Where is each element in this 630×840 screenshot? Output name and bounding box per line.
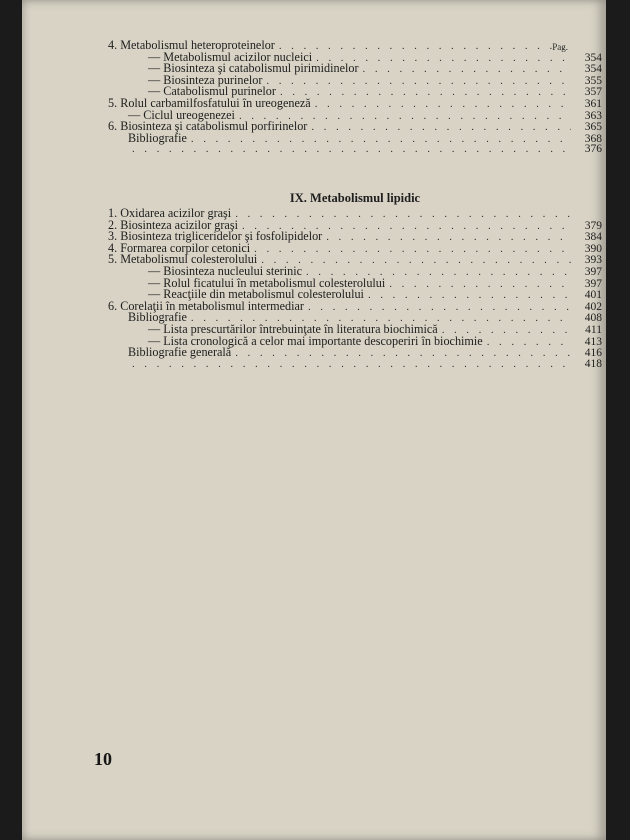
toc-entry-page: 408 bbox=[584, 312, 602, 325]
toc-entry-page: 401 bbox=[584, 289, 602, 302]
leader-dots bbox=[368, 290, 571, 302]
toc-entry-title: 4. Metabolismul heteroproteinelor bbox=[108, 38, 275, 52]
toc-entry-title: 6. Corelaţii în metabolismul intermediar bbox=[108, 298, 304, 313]
toc-entry-title: — Ciclul ureogenezei bbox=[128, 107, 235, 122]
toc-entry-title: — Lista cronologică a celor mai importante descoperiri în biochimie bbox=[148, 333, 483, 348]
leader-dots bbox=[363, 64, 571, 76]
toc-entry-title: — Biosinteza şi catabolismul pirimidinelor bbox=[148, 61, 359, 76]
toc-entry-page: 418 bbox=[584, 357, 602, 370]
toc-entry-title: 2. Biosinteza acizilor graşi bbox=[108, 217, 238, 232]
toc-entry-page: 402 bbox=[584, 300, 602, 313]
leader-dots bbox=[389, 279, 571, 291]
toc-entry bbox=[108, 130, 602, 145]
toc-section-top bbox=[108, 40, 602, 156]
toc-entry-title: — Reacţiile din metabolismul colesterolului bbox=[148, 287, 364, 302]
toc-entry-page: 363 bbox=[584, 109, 602, 122]
toc-entry bbox=[108, 144, 602, 156]
toc-entry-title: — Rolul ficatului în metabolismul colesterolului bbox=[148, 275, 386, 290]
toc-entry-title: — Catabolismul purinelor bbox=[148, 84, 276, 99]
toc-entry-title: 1. Oxidarea acizilor graşi bbox=[108, 206, 232, 220]
toc-entry-page: 397 bbox=[584, 277, 602, 290]
toc-entry-title: 4. Formarea corpilor cetonici bbox=[108, 240, 251, 255]
leader-dots bbox=[487, 337, 571, 349]
leader-dots bbox=[279, 41, 571, 53]
leader-dots bbox=[261, 255, 571, 267]
leader-dots bbox=[132, 144, 571, 156]
toc-entry-title: 6. Biosinteza şi catabolismul porfirinelor bbox=[108, 119, 308, 134]
toc-entry-page: 390 bbox=[584, 242, 602, 255]
leader-dots bbox=[254, 244, 571, 256]
leader-dots bbox=[266, 76, 571, 88]
toc-entry-page: 379 bbox=[584, 219, 602, 232]
page-column-label: Pag. bbox=[552, 42, 568, 52]
toc-entry-title: — Biosinteza nucleului sterinic bbox=[148, 263, 302, 278]
toc-section-lipid bbox=[108, 208, 602, 370]
leader-dots bbox=[132, 359, 571, 371]
leader-dots bbox=[280, 87, 571, 99]
toc-entry bbox=[108, 359, 602, 371]
toc-entry-page: 354 bbox=[584, 63, 602, 76]
chapter-heading: IX. Metabolismul lipidic bbox=[289, 191, 421, 205]
leader-dots bbox=[326, 232, 571, 244]
toc-entry-page: 416 bbox=[584, 347, 602, 360]
toc-entry-title: Bibliografie bbox=[128, 310, 187, 325]
toc-entry-title: Bibliografie bbox=[128, 130, 187, 145]
toc-entry-page: 376 bbox=[584, 143, 602, 156]
leader-dots bbox=[311, 122, 571, 134]
toc-entry-title: — Metabolismul acizilor nucleici bbox=[148, 49, 313, 64]
toc-entry-title: — Lista prescurtărilor întrebuinţate în literatura biochimică bbox=[148, 321, 438, 336]
toc-entry-title: 3. Biosinteza trigliceridelor şi fosfolipidelor bbox=[108, 229, 323, 244]
toc-entry-page: 397 bbox=[584, 265, 602, 278]
toc-entry-page: 357 bbox=[584, 86, 602, 99]
leader-dots bbox=[235, 209, 571, 221]
page-number: 10 bbox=[94, 749, 112, 769]
toc-entry-page: 365 bbox=[584, 121, 602, 134]
toc-entry-title: 5. Metabolismul colesterolului bbox=[108, 252, 258, 267]
toc-entry-page: 368 bbox=[584, 132, 602, 145]
book-page bbox=[22, 0, 606, 840]
toc-entry-page: 354 bbox=[584, 51, 602, 64]
leader-dots bbox=[308, 302, 571, 314]
toc-entry-title: Bibliografie generală bbox=[128, 345, 232, 360]
toc-entry-page: 355 bbox=[584, 74, 602, 87]
toc-entry-title: — Biosinteza purinelor bbox=[148, 72, 263, 87]
toc-entry-page: 411 bbox=[585, 323, 602, 336]
toc-entry-page: 361 bbox=[584, 97, 602, 110]
toc-entry-page: 413 bbox=[584, 335, 602, 348]
toc-entry bbox=[108, 347, 602, 359]
toc-entry-page: 384 bbox=[584, 231, 602, 244]
leader-dots bbox=[315, 99, 571, 111]
toc-entry-title: 5. Rolul carbamilfosfatului în ureogeneză bbox=[108, 95, 311, 110]
toc-entry-page: 393 bbox=[584, 254, 602, 267]
